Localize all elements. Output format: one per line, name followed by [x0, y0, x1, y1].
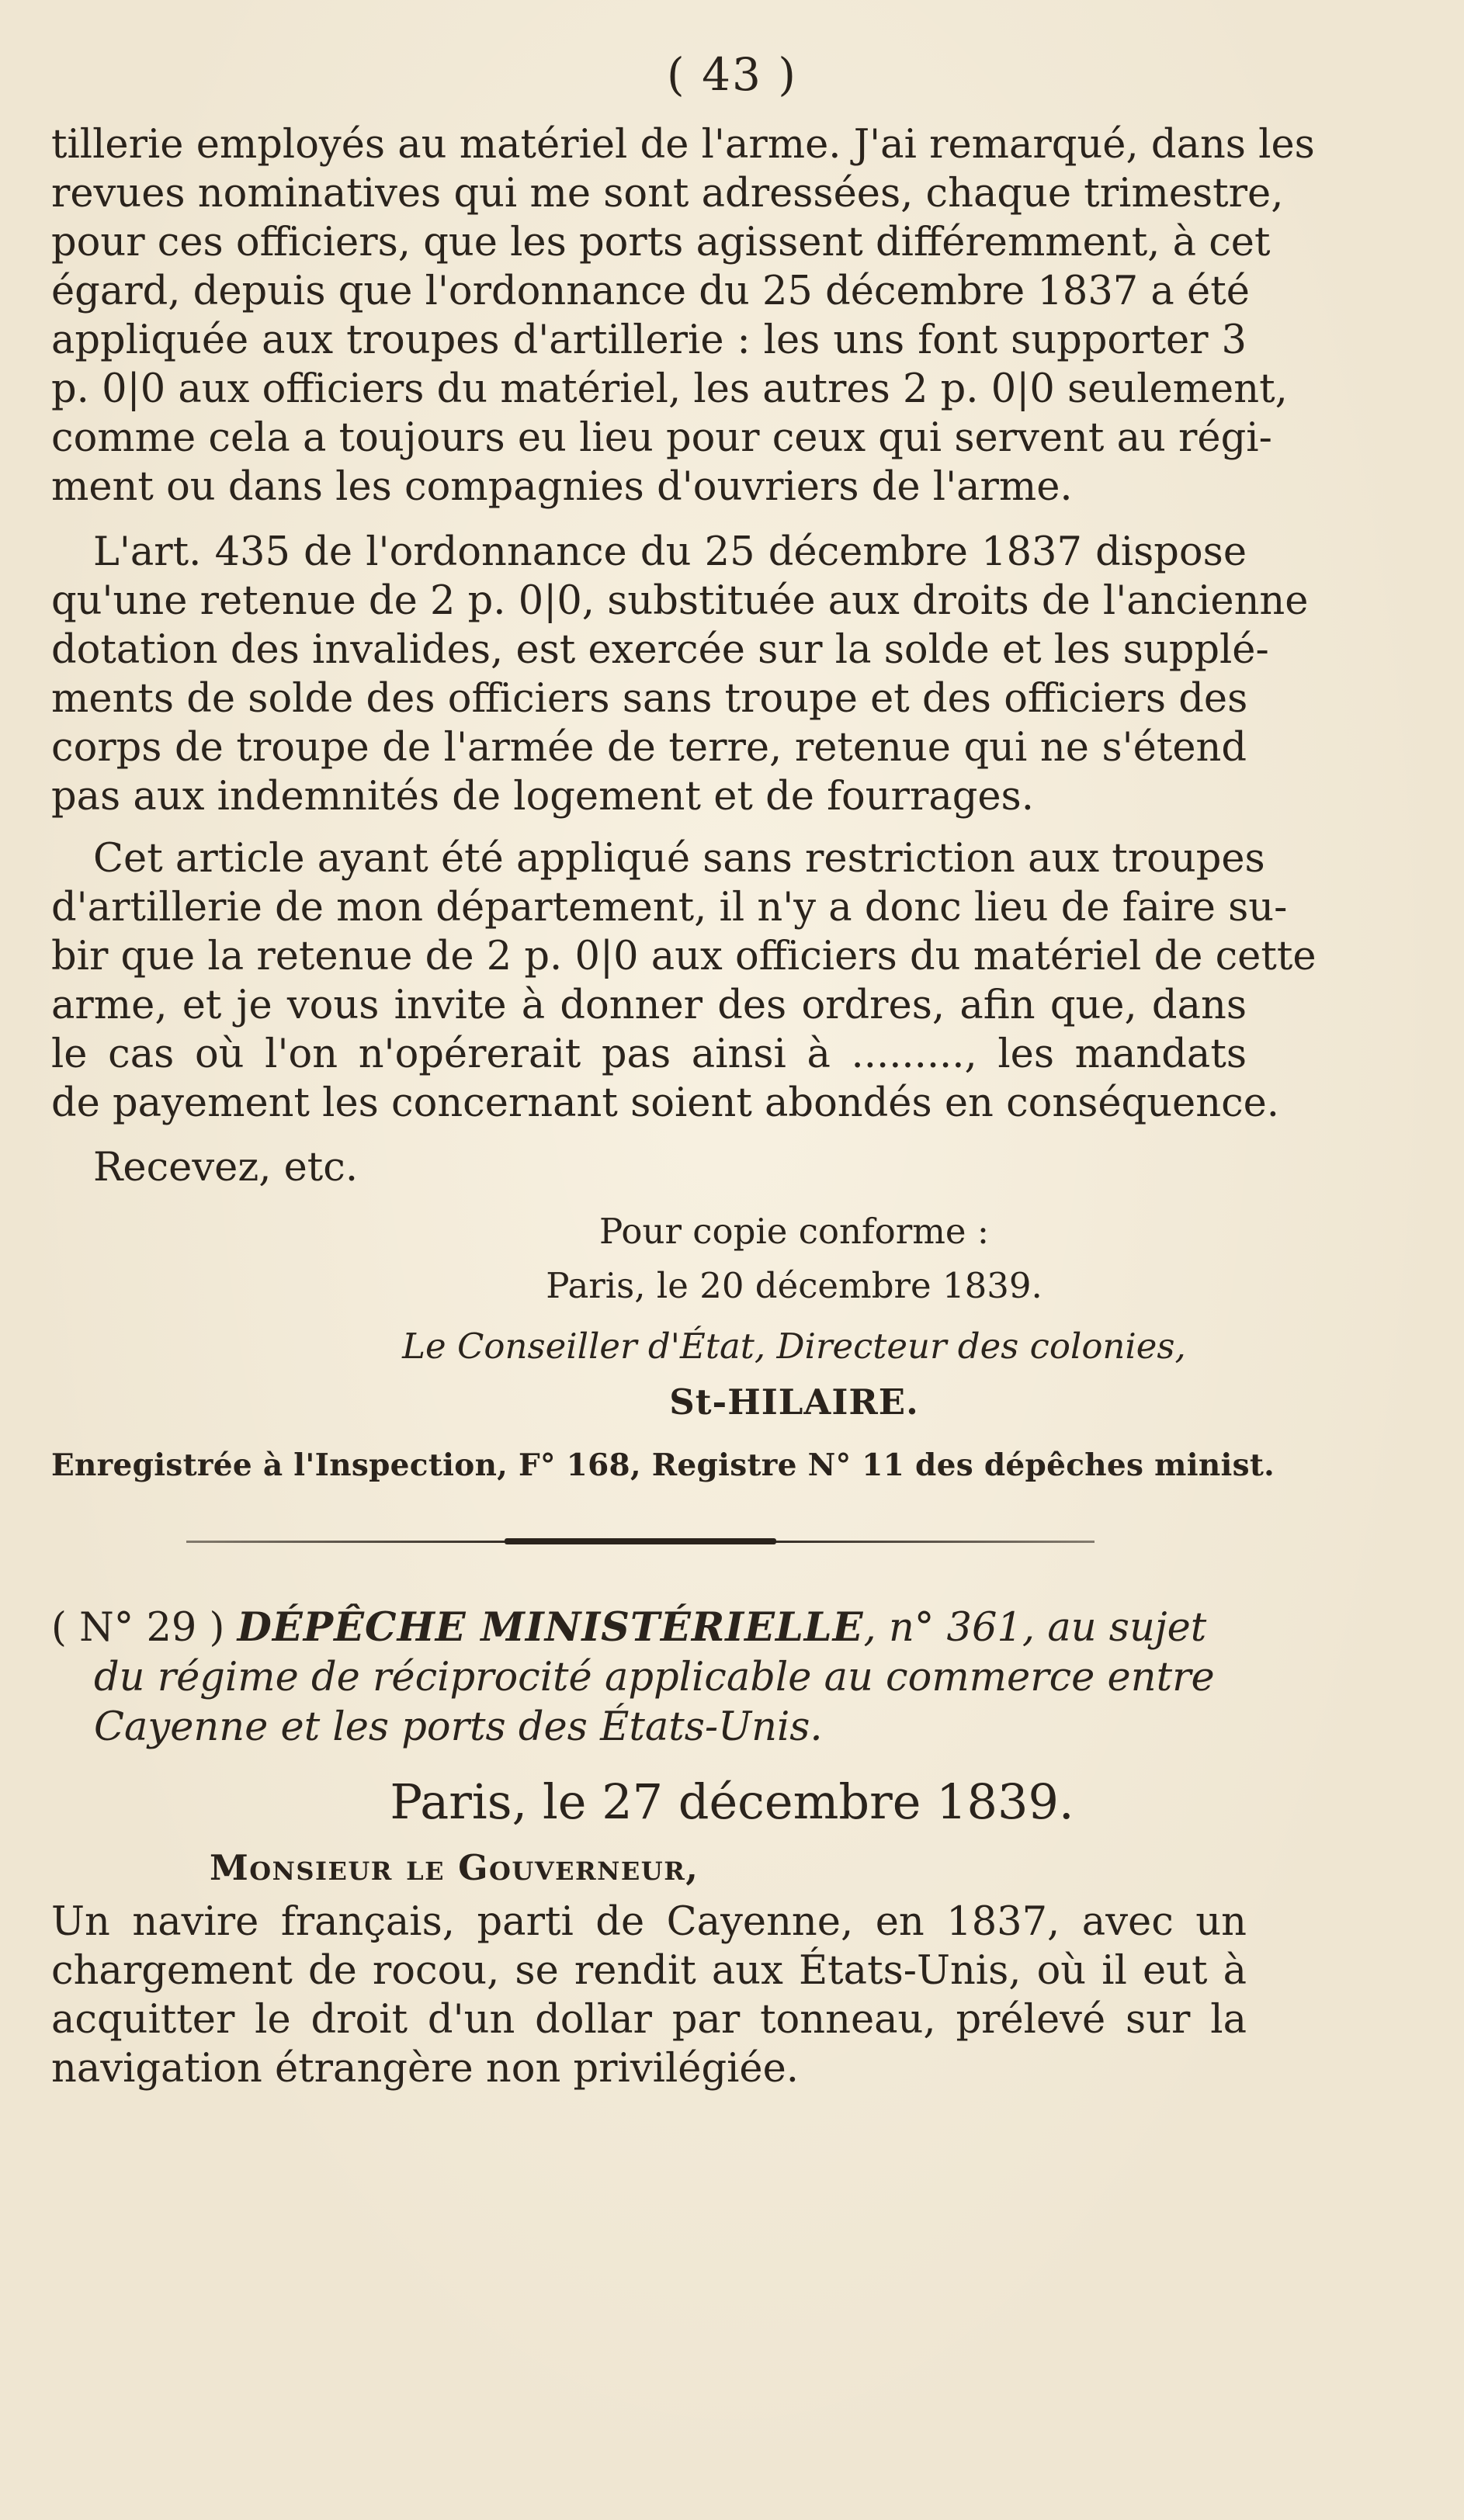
salutation: Monsieur le Gouverneur,: [210, 1847, 699, 1888]
paragraph-line: arme, et je vous invite à donner des ordres, afin que, dans: [51, 983, 1247, 1028]
paragraph-line: ments de solde des officiers sans troupe et des officiers des: [51, 676, 1248, 722]
paragraph-line: p. 0|0 aux officiers du matériel, les autres 2 p. 0|0 seulement,: [51, 366, 1288, 412]
paragraph-line: acquitter le droit d'un dollar par tonneau, prélevé sur la: [51, 1997, 1247, 2043]
paragraph-2: [51, 528, 1309, 821]
paragraph-line: L'art. 435 de l'ordonnance du 25 décembre 1837 dispose: [93, 529, 1247, 575]
paragraph-line: qu'une retenue de 2 p. 0|0, substituée aux droits de l'ancienne: [51, 578, 1309, 624]
paragraph-line: revues nominatives qui me sont adressées, chaque trimestre,: [51, 171, 1284, 217]
paragraph-line: le cas où l'on n'opérerait pas ainsi à ........., les mandats: [51, 1031, 1247, 1077]
paragraph-line: pour ces officiers, que les ports agissent différemment, à cet: [51, 220, 1271, 265]
paragraph-line: ment ou dans les compagnies d'ouvriers de l'arme.: [51, 464, 1073, 510]
paragraph-4: [51, 1898, 1247, 2093]
dispatch-subject-line: Cayenne et les ports des États-Unis.: [94, 1704, 823, 1750]
paragraph-line: égard, depuis que l'ordonnance du 25 décembre 1837 a été: [51, 269, 1250, 314]
paragraph-line: dotation des invalides, est exercée sur la solde et les supplé-: [51, 627, 1269, 673]
paragraph-line: d'artillerie de mon département, il n'y a donc lieu de faire su-: [51, 885, 1288, 931]
paragraph-line: corps de troupe de l'armée de terre, retenue qui ne s'étend: [51, 725, 1247, 771]
paragraph-line: appliquée aux troupes d'artillerie : les uns font supporter 3: [51, 317, 1247, 363]
page-number: ( 43 ): [667, 48, 797, 101]
paragraph-line: navigation étrangère non privilégiée.: [51, 2046, 799, 2092]
paragraph-line: Cet article ayant été appliqué sans restriction aux troupes: [93, 836, 1265, 882]
dispatch-title: DÉPÊCHE MINISTÉRIELLE: [237, 1604, 864, 1651]
paragraph-line: Un navire français, parti de Cayenne, en 1837, avec un: [51, 1899, 1247, 1945]
dispatch-subject-line: du régime de réciprocité applicable au commerce entre: [94, 1655, 1215, 1700]
dispatch-number: , n° 361,: [863, 1605, 1036, 1651]
certification-heading: Pour copie conforme :: [598, 1211, 990, 1252]
certification-title: Le Conseiller d'État, Directeur des colonies,: [402, 1326, 1186, 1367]
paragraph-1: [51, 120, 1315, 511]
dispatch-dateline: Paris, le 27 décembre 1839.: [390, 1773, 1074, 1830]
dispatch-label: ( N° 29 ): [51, 1605, 225, 1651]
paragraph-line: chargement de rocou, se rendit aux États-Unis, où il eut à: [51, 1948, 1247, 1994]
paragraph-3: [51, 834, 1317, 1128]
dispatch-heading-line-1: [51, 1603, 1247, 1653]
paragraph-line: bir que la retenue de 2 p. 0|0 aux officiers du matériel de cette: [51, 934, 1317, 979]
dispatch-heading: [51, 1603, 1247, 1752]
section-divider-ornament: [505, 1538, 776, 1544]
registration-note: Enregistrée à l'Inspection, F° 168, Registre N° 11 des dépêches minist.: [51, 1447, 1275, 1483]
closing-formula: Recevez, etc.: [93, 1145, 359, 1191]
signature-name: St-HILAIRE.: [669, 1381, 919, 1423]
certification-date: Paris, le 20 décembre 1839.: [546, 1265, 1042, 1306]
paragraph-line: de payement les concernant soient abondés en conséquence.: [51, 1080, 1280, 1126]
paragraph-line: pas aux indemnités de logement et de fourrages.: [51, 774, 1034, 820]
dispatch-subject-start: au sujet: [1047, 1605, 1207, 1651]
paragraph-line: tillerie employés au matériel de l'arme. J'ai remarqué, dans les: [51, 122, 1315, 168]
paragraph-line: comme cela a toujours eu lieu pour ceux qui servent au régi-: [51, 415, 1272, 461]
